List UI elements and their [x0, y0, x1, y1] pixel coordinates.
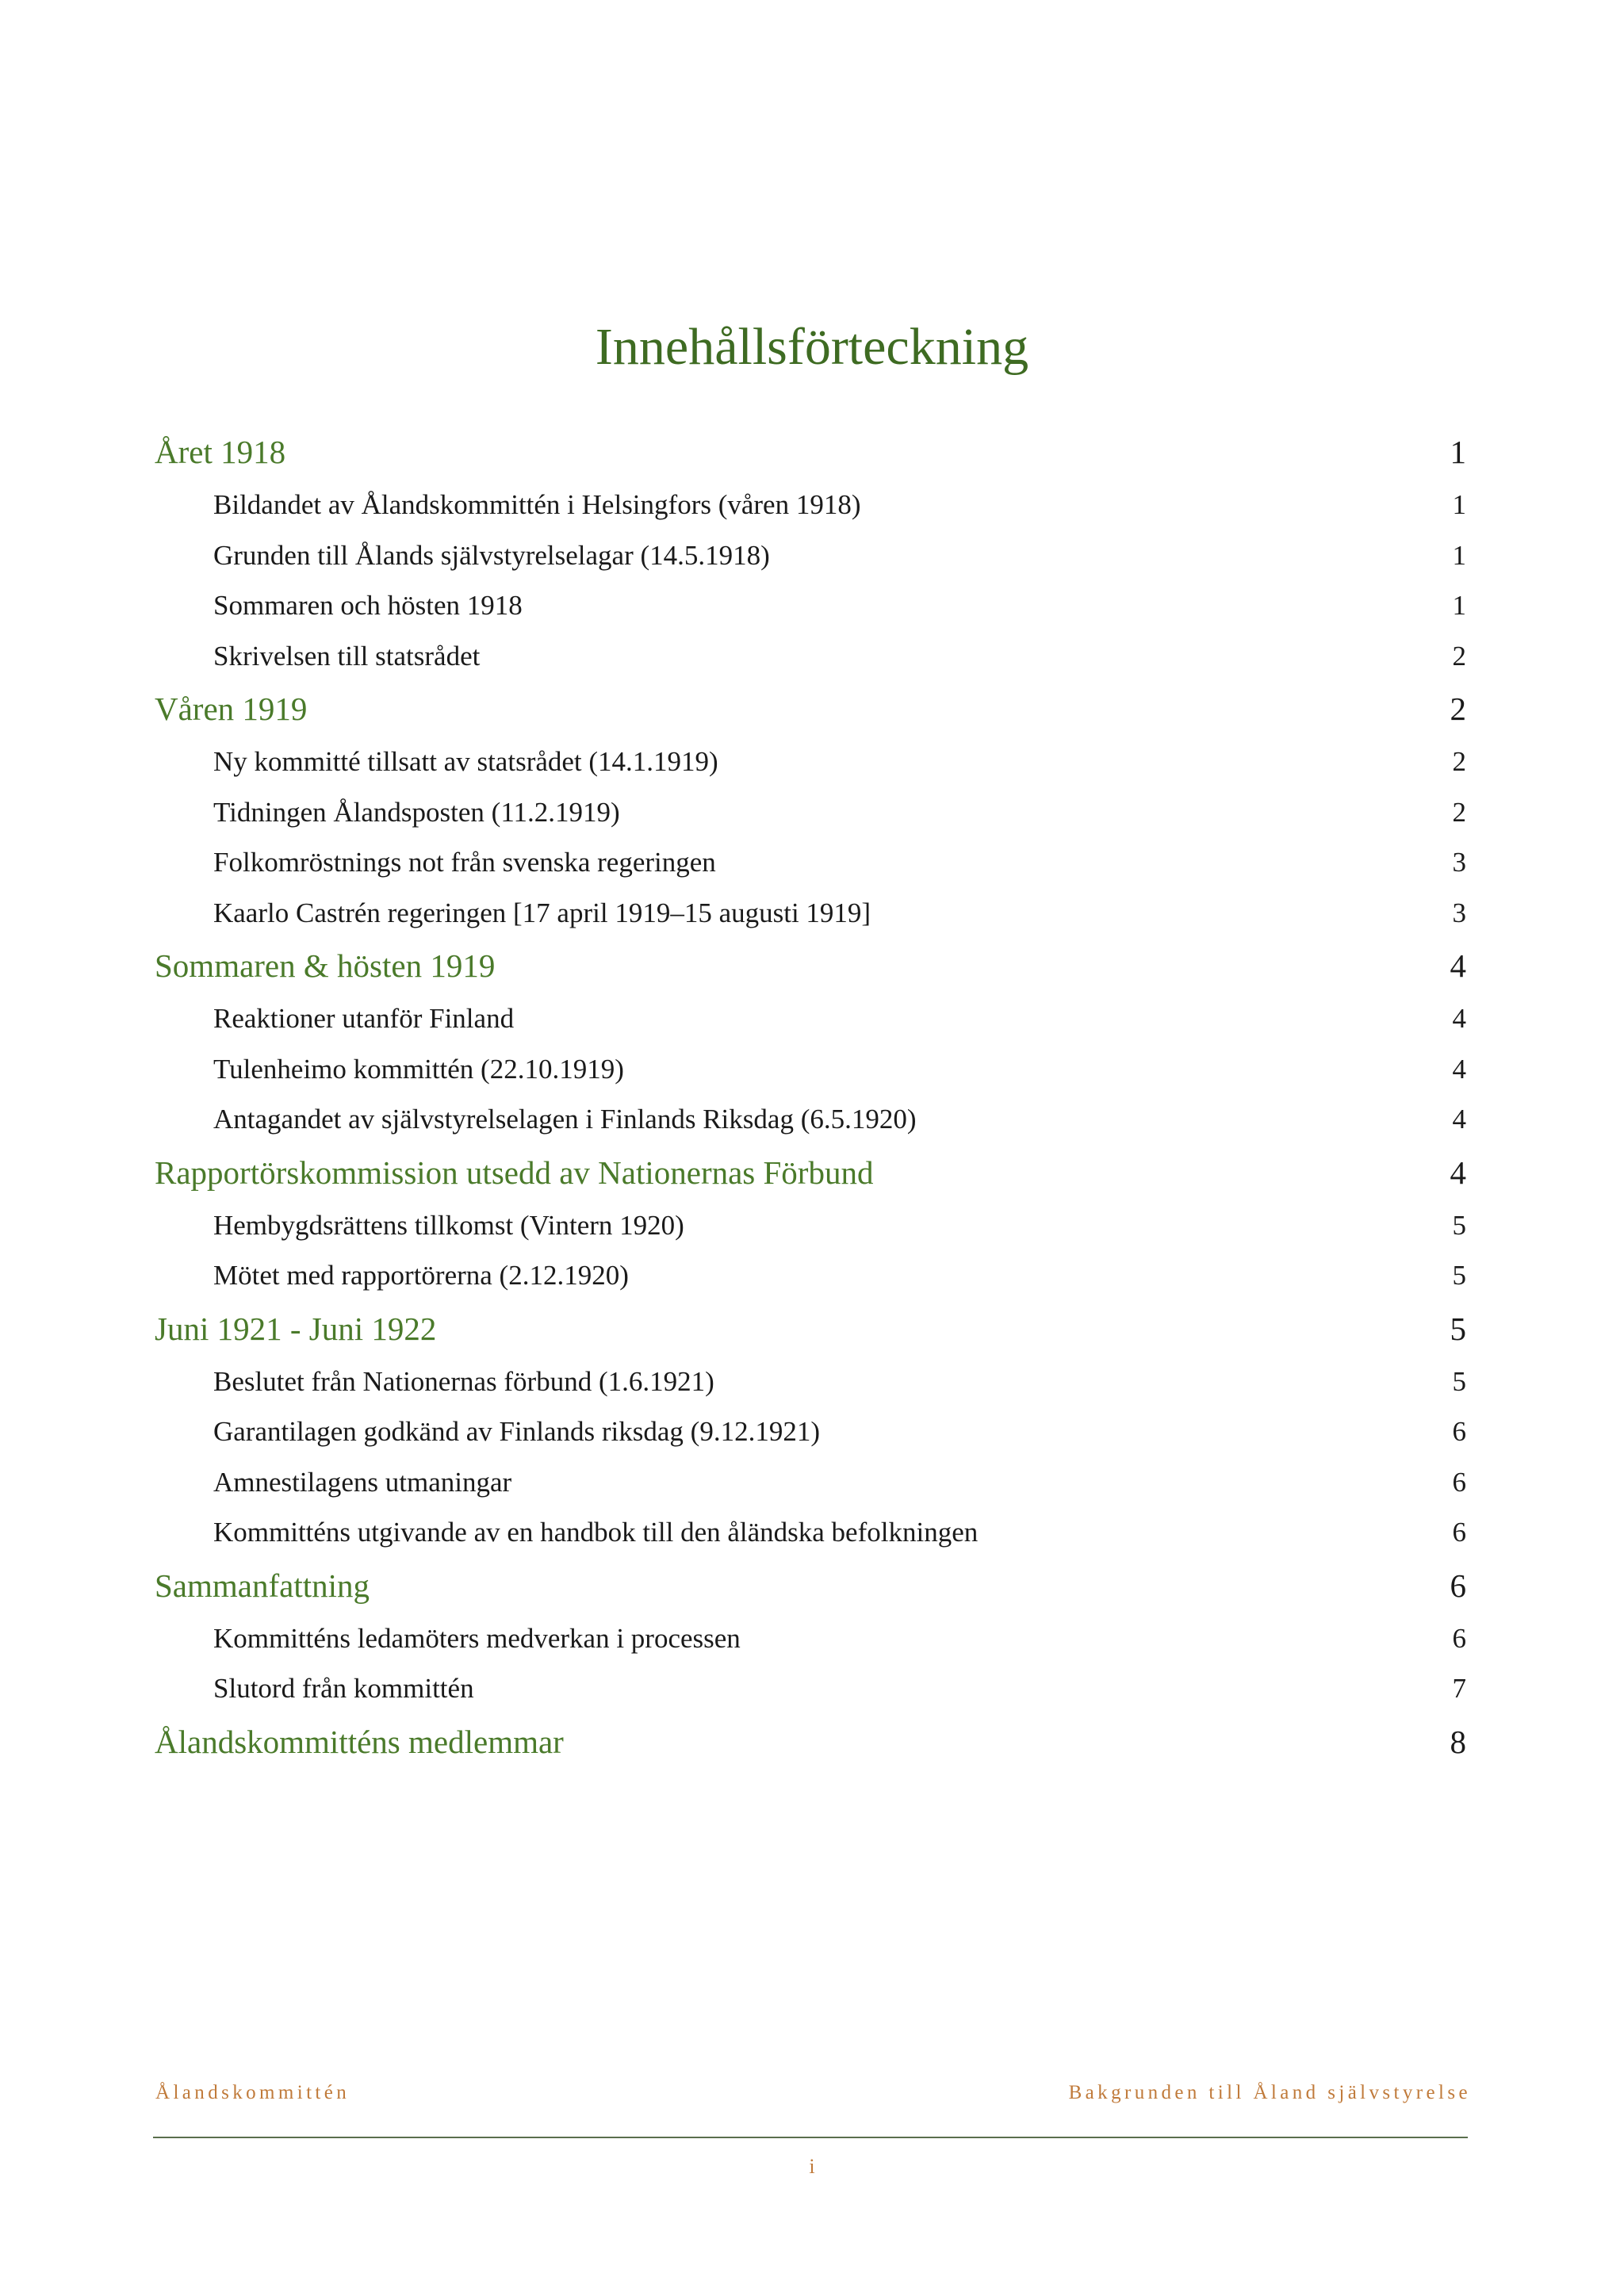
toc-page-number: 2	[1452, 746, 1466, 777]
toc-subsection-label: Kaarlo Castrén regeringen [17 april 1919–15 augusti 1919]	[213, 897, 871, 928]
toc-subsection-entry[interactable]	[155, 1507, 1471, 1558]
toc-section-label: Ålandskommitténs medlemmar	[155, 1723, 564, 1760]
toc-subsection-entry[interactable]	[155, 1200, 1471, 1251]
toc-subsection-entry[interactable]	[155, 888, 1471, 939]
toc-section-label: Sammanfattning	[155, 1567, 370, 1604]
toc-subsection-label: Beslutet från Nationernas förbund (1.6.1921)	[213, 1365, 714, 1397]
toc-page-number: 6	[1450, 1567, 1466, 1604]
footer-divider	[153, 2137, 1468, 2138]
toc-section-label: Året 1918	[155, 434, 286, 470]
table-of-contents	[155, 424, 1471, 1770]
toc-subsection-label: Ny kommitté tillsatt av statsrådet (14.1.1919)	[213, 746, 718, 777]
toc-section-entry[interactable]	[155, 938, 1471, 993]
toc-section-entry[interactable]	[155, 1714, 1471, 1770]
footer-right-text: Bakgrunden till Åland självstyrelse	[1068, 2082, 1471, 2103]
toc-section-entry[interactable]	[155, 424, 1471, 480]
toc-subsection-entry[interactable]	[155, 1457, 1471, 1508]
toc-page-number: 7	[1452, 1673, 1466, 1704]
toc-page-number: 5	[1452, 1260, 1466, 1291]
toc-page-number: 6	[1452, 1517, 1466, 1548]
toc-subsection-label: Kommitténs utgivande av en handbok till den åländska befolkningen	[213, 1517, 979, 1548]
toc-subsection-entry[interactable]	[155, 631, 1471, 682]
toc-subsection-label: Tidningen Ålandsposten (11.2.1919)	[213, 796, 620, 828]
toc-title: Innehållsförteckning	[595, 318, 1029, 376]
toc-page-number: 1	[1452, 489, 1466, 520]
toc-subsection-entry[interactable]	[155, 1406, 1471, 1457]
toc-page-number: 3	[1452, 847, 1466, 878]
toc-subsection-entry[interactable]	[155, 1094, 1471, 1145]
toc-subsection-entry[interactable]	[155, 993, 1471, 1044]
toc-page-number: 4	[1452, 1053, 1466, 1085]
toc-page-number: 4	[1450, 947, 1466, 984]
toc-subsection-entry[interactable]	[155, 1044, 1471, 1095]
toc-page-number: 2	[1450, 691, 1466, 727]
toc-section-entry[interactable]	[155, 1145, 1471, 1200]
toc-section-label: Juni 1921 - Juni 1922	[155, 1310, 437, 1347]
toc-page-number: 6	[1452, 1466, 1466, 1498]
toc-subsection-label: Skrivelsen till statsrådet	[213, 640, 481, 672]
toc-subsection-entry[interactable]	[155, 1613, 1471, 1664]
toc-page-number: 5	[1450, 1310, 1466, 1347]
toc-subsection-entry[interactable]	[155, 837, 1471, 888]
toc-subsection-label: Grunden till Ålands självstyrelselagar (14.5.1918)	[213, 539, 770, 571]
toc-subsection-label: Bildandet av Ålandskommittén i Helsingfors (våren 1918)	[213, 489, 861, 520]
toc-page-number: 8	[1450, 1723, 1466, 1760]
toc-subsection-label: Reaktioner utanför Finland	[213, 1003, 515, 1034]
toc-subsection-entry[interactable]	[155, 787, 1471, 838]
footer-left-text: Ålandskommittén	[155, 2082, 350, 2103]
toc-page-number: 1	[1452, 590, 1466, 621]
toc-subsection-label: Antagandet av självstyrelselagen i Finlands Riksdag (6.5.1920)	[213, 1104, 917, 1135]
toc-section-label: Våren 1919	[155, 691, 308, 727]
toc-subsection-label: Tulenheimo kommittén (22.10.1919)	[213, 1053, 624, 1085]
toc-subsection-label: Hembygdsrättens tillkomst (Vintern 1920)	[213, 1209, 684, 1241]
toc-page-number: 1	[1450, 434, 1466, 470]
toc-page-number: 5	[1452, 1209, 1466, 1241]
toc-section-entry[interactable]	[155, 1301, 1471, 1357]
toc-page-number: 2	[1452, 796, 1466, 828]
toc-page-number: 2	[1452, 640, 1466, 672]
toc-section-entry[interactable]	[155, 1558, 1471, 1613]
toc-subsection-label: Amnestilagens utmaningar	[213, 1466, 512, 1498]
toc-subsection-label: Garantilagen godkänd av Finlands riksdag (9.12.1921)	[213, 1416, 820, 1447]
toc-page-number: 4	[1452, 1104, 1466, 1135]
toc-subsection-label: Sommaren och hösten 1918	[213, 590, 523, 621]
toc-subsection-entry[interactable]	[155, 480, 1471, 530]
toc-page-number: 3	[1452, 897, 1466, 928]
page-number: i	[809, 2155, 815, 2178]
toc-page-number: 5	[1452, 1365, 1466, 1397]
toc-subsection-label: Folkomröstnings not från svenska regeringen	[213, 847, 716, 878]
toc-page-number: 6	[1452, 1416, 1466, 1447]
toc-subsection-entry[interactable]	[155, 530, 1471, 581]
toc-section-label: Sommaren & hösten 1919	[155, 947, 496, 984]
toc-subsection-label: Slutord från kommittén	[213, 1673, 474, 1704]
toc-subsection-label: Kommitténs ledamöters medverkan i processen	[213, 1622, 741, 1654]
toc-subsection-entry[interactable]	[155, 1250, 1471, 1301]
toc-subsection-entry[interactable]	[155, 737, 1471, 787]
toc-page-number: 4	[1452, 1003, 1466, 1034]
toc-subsection-label: Mötet med rapportörerna (2.12.1920)	[213, 1260, 629, 1291]
toc-page-number: 4	[1450, 1154, 1466, 1191]
toc-page-number: 6	[1452, 1622, 1466, 1654]
toc-section-label: Rapportörskommission utsedd av Nationernas Förbund	[155, 1154, 874, 1191]
toc-subsection-entry[interactable]	[155, 1663, 1471, 1714]
toc-page-number: 1	[1452, 539, 1466, 571]
toc-subsection-entry[interactable]	[155, 580, 1471, 631]
toc-subsection-entry[interactable]	[155, 1357, 1471, 1407]
toc-section-entry[interactable]	[155, 681, 1471, 737]
